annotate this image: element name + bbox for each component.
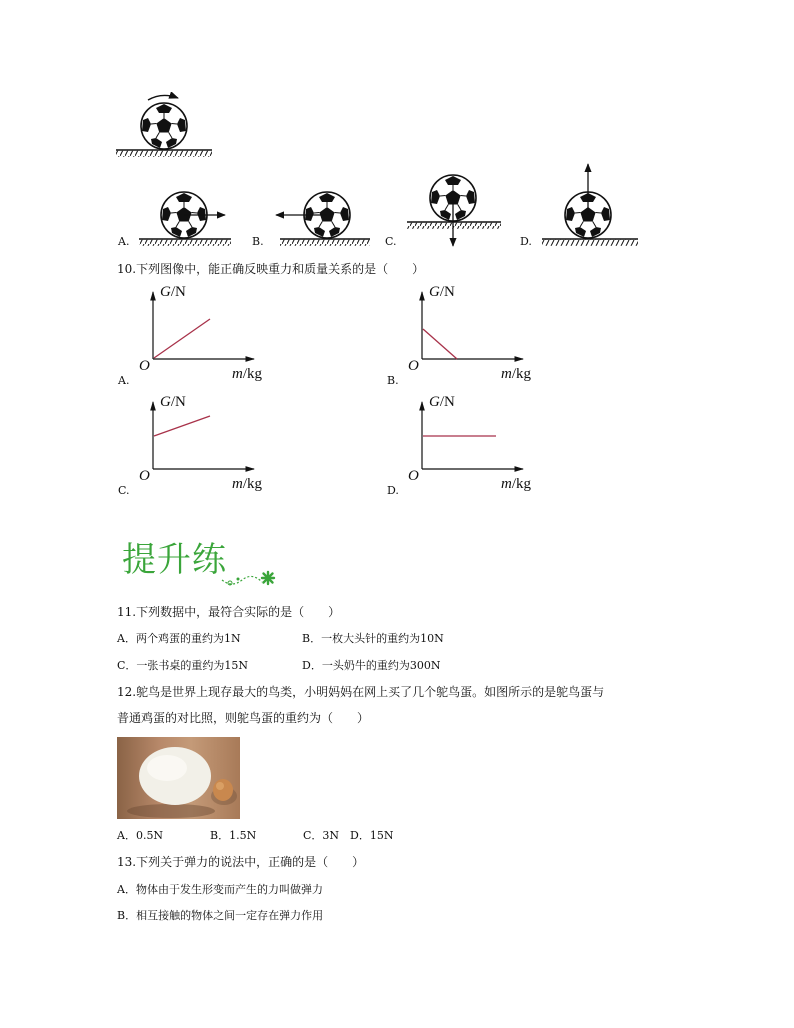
q9-option-d-label[interactable]: D. (520, 235, 532, 248)
q10-c-origin: O (139, 468, 150, 484)
q11-option-d[interactable]: D．一头奶牛的重约为300N (302, 659, 441, 672)
q10-option-b-label[interactable]: B. (387, 374, 399, 387)
q13-option-b[interactable]: B．相互接触的物体之间一定存在弹力作用 (117, 909, 324, 922)
q10-c-y-label: G/N (160, 394, 186, 410)
q10-d-x-label: m/kg (501, 476, 532, 492)
q10-option-c-label[interactable]: C. (118, 484, 130, 497)
q10-option-a-label[interactable]: A. (118, 374, 130, 387)
q13-question: 13.下列关于弹力的说法中，正确的是（ ） (117, 855, 365, 869)
q10-graph-a (150, 290, 260, 365)
q10-graph-d (419, 400, 529, 475)
q12-option-d[interactable]: D．15N (350, 829, 394, 842)
rolling-ball-figure (110, 92, 220, 160)
q10-d-y-label: G/N (429, 394, 455, 410)
q9-option-b-label[interactable]: B. (252, 235, 264, 248)
q10-d-origin: O (408, 468, 419, 484)
soccer-ball-icon (141, 103, 187, 149)
q10-c-x-label: m/kg (232, 476, 263, 492)
q12-question-line2: 普通鸡蛋的对比照，则鸵鸟蛋的重约为（ ） (117, 711, 370, 725)
q12-option-a[interactable]: A．0.5N (117, 829, 164, 842)
q11-option-b[interactable]: B．一枚大头针的重约为10N (302, 632, 444, 645)
q13-option-a[interactable]: A．物体由于发生形变而产生的力叫做弹力 (117, 883, 323, 896)
q9-option-c-figure (405, 170, 505, 250)
q10-a-x-label: m/kg (232, 366, 263, 382)
banner-flourish-icon (218, 562, 282, 592)
q12-question-line1: 12.鸵鸟是世界上现存最大的鸟类，小明妈妈在网上买了几个鸵鸟蛋。如图所示的是鸵鸟蛋与 (117, 685, 605, 699)
q9-option-c-label[interactable]: C. (385, 235, 397, 248)
q10-a-origin: O (139, 358, 150, 374)
q9-option-b-figure (272, 188, 372, 248)
q11-option-a[interactable]: A．两个鸡蛋的重约为1N (117, 632, 241, 645)
q9-option-a-figure (135, 188, 235, 248)
q10-b-y-label: G/N (429, 284, 455, 300)
q11-option-c[interactable]: C．一张书桌的重约为15N (117, 659, 249, 672)
q12-option-c[interactable]: C．3N (303, 829, 340, 842)
q10-graph-b (419, 290, 529, 365)
q11-question: 11.下列数据中，最符合实际的是（ ） (117, 605, 341, 619)
q9-option-a-label[interactable]: A. (118, 235, 130, 248)
q10-a-y-label: G/N (160, 284, 186, 300)
q10-b-x-label: m/kg (501, 366, 532, 382)
q12-option-b[interactable]: B．1.5N (210, 829, 257, 842)
section-banner: 提升练 (122, 540, 227, 580)
q9-option-d-figure (540, 160, 640, 248)
egg-comparison-photo (117, 737, 240, 819)
q10-b-origin: O (408, 358, 419, 374)
q10-graph-c (150, 400, 260, 475)
q10-option-d-label[interactable]: D. (387, 484, 399, 497)
q10-question: 10.下列图像中，能正确反映重力和质量关系的是（ ） (117, 262, 425, 276)
